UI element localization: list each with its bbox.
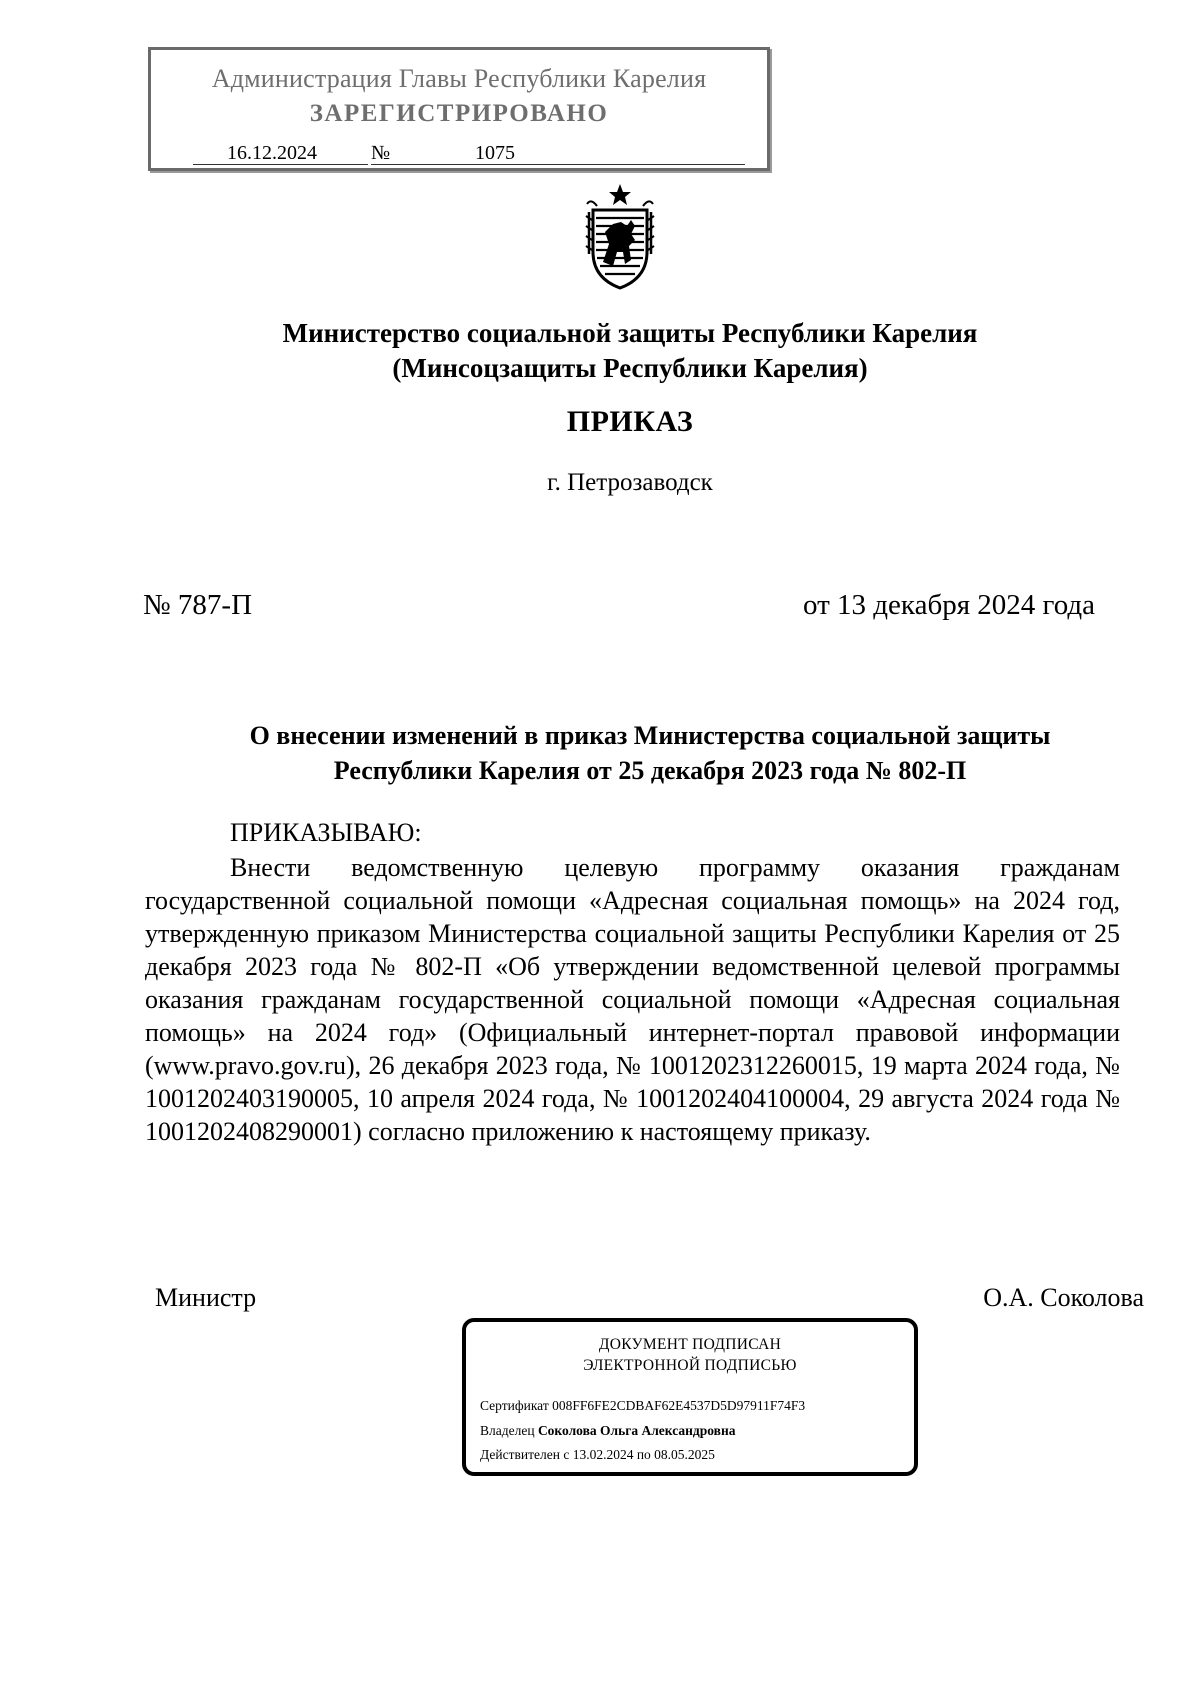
esign-valid-from: 13.02.2024 [572, 1447, 634, 1462]
esign-certificate-value: 008FF6FE2CDBAF62E4537D5D97911F74F3 [552, 1398, 806, 1413]
esign-certificate [480, 1398, 805, 1414]
document-type-title: ПРИКАЗ [566, 405, 694, 438]
document-date: от 13 декабря 2024 года [803, 589, 1095, 621]
karelia-coat-of-arms-icon [583, 182, 657, 292]
electronic-signature-stamp [462, 1318, 918, 1476]
order-directive: ПРИКАЗЫВАЮ: [230, 818, 422, 847]
esign-owner-label: Владелец [480, 1423, 535, 1438]
esign-certificate-label: Сертификат [480, 1398, 549, 1413]
esign-valid-from-label: с [563, 1447, 570, 1462]
document-number: № 787-П [143, 589, 253, 621]
esign-valid-to-label: по [636, 1447, 651, 1462]
subject-line-1: О внесении изменений в приказ Министерства социальной защиты [249, 721, 1051, 750]
signatory-name: О.А. Соколова [983, 1283, 1144, 1312]
esign-validity-label: Действителен [480, 1447, 560, 1462]
esign-title-line-2: ЭЛЕКТРОННОЙ ПОДПИСЬЮ [583, 1357, 797, 1374]
signatory-role: Министр [155, 1283, 257, 1312]
ministry-short-name: (Минсоцзащиты Республики Карелия) [392, 353, 868, 383]
registration-stamp [148, 47, 770, 171]
registration-date: 16.12.2024 [193, 142, 368, 165]
esign-validity [480, 1447, 715, 1463]
registration-authority: Администрация Главы Республики Карелия [211, 64, 707, 93]
registration-status: ЗАРЕГИСТРИРОВАНО [309, 100, 609, 127]
ministry-full-name: Министерство социальной защиты Республики Карелия [282, 318, 978, 348]
esign-title-line-1: ДОКУМЕНТ ПОДПИСАН [598, 1336, 782, 1353]
esign-valid-to: 08.05.2025 [654, 1447, 715, 1462]
registration-number-sign: № [371, 142, 393, 165]
subject-line-2: Республики Карелия от 25 декабря 2023 года № 802-П [333, 756, 967, 785]
esign-owner-value: Соколова Ольга Александровна [537, 1423, 736, 1438]
document-city: г. Петрозаводск [547, 469, 713, 496]
esign-owner [480, 1423, 736, 1439]
registration-number: 1075 [393, 142, 745, 165]
order-body-paragraph: Внести ведомственную целевую программу оказания гражданам государственной социальной помощи «Адресная социальная помощь» на 2024 год, утвержденную приказом Министерства социальной защиты Республики Карелия от 25 декабря 2023 года № 802-П «Об утверждении ведомственной целевой программы оказания гражданам государственной социальной помощи «Адресная социальная помощь» на 2024 год» (Официальный интернет-портал правовой информации (www.pravo.gov.ru), 26 декабря 2023 года, № 1001202312260015, 19 марта 2024 года, № 1001202403190005, 10 апреля 2024 года, № 1001202404100004, 29 августа 2024 года № 1001202408290001) согласно приложению к настоящему приказу. [145, 853, 1120, 1146]
